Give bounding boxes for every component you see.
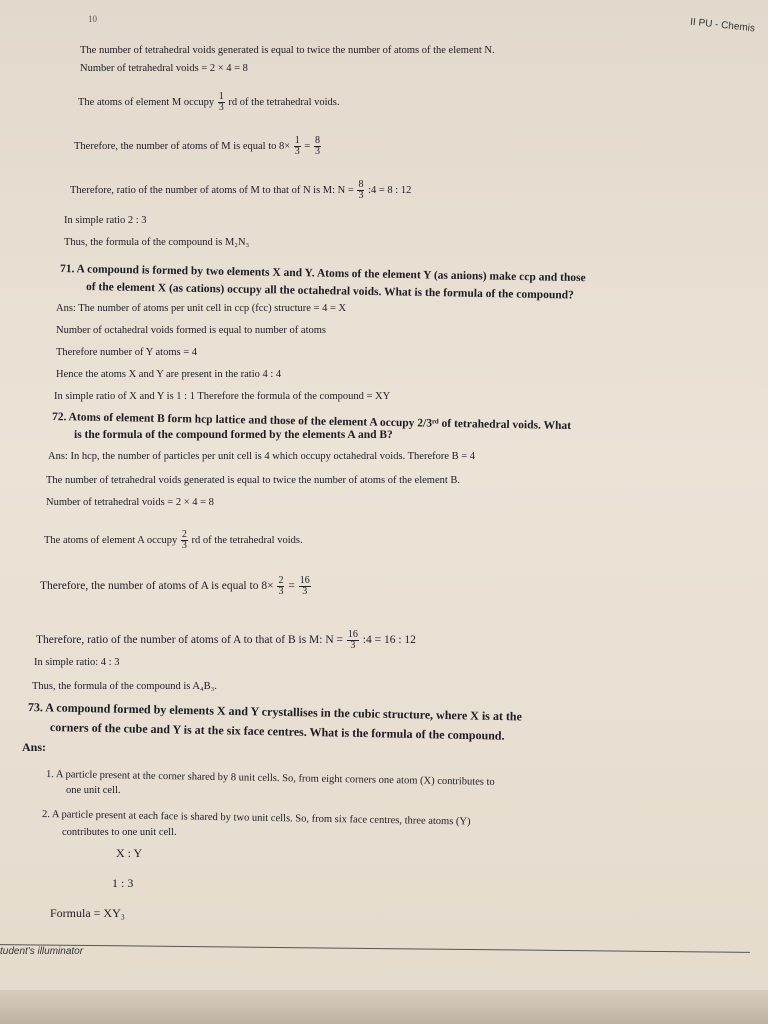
answer-line: Hence the atoms X and Y are present in the ratio 4 : 4: [56, 369, 282, 380]
answer-line: Thus, the formula of the compound is A₄B₃.: [32, 681, 217, 692]
text-line: Therefore, ratio of the number of atoms of M to that of N is M: N = $\frac{8}{3}$ :4 = 8 : 12: [70, 179, 412, 201]
page-edge-shadow: [0, 990, 768, 1024]
ratio-value: 1 : 3: [112, 876, 134, 890]
answer-line: Ans: The number of atoms per unit cell in ccp (fcc) structure = 4 = X: [56, 303, 347, 314]
fraction: $\frac{16}{3}$: [299, 575, 310, 597]
answer-line: Therefore, the number of atoms of A is equal to 8× $\frac{2}{3}$ = $\frac{16}{3}$: [40, 575, 310, 597]
list-item-cont: one unit cell.: [66, 785, 121, 796]
answer-line: In simple ratio: 4 : 3: [34, 657, 120, 668]
fraction: $\frac{2}{3}$: [278, 575, 284, 597]
ratio-header: X : Y: [116, 846, 143, 860]
list-item-cont: contributes to one unit cell.: [62, 827, 177, 838]
formula-result: Formula = XY₃: [50, 906, 125, 920]
text-line: The number of tetrahedral voids generated is equal to twice the number of atoms of the element N.: [80, 45, 495, 56]
fraction: $\frac{8}{3}$: [358, 179, 364, 201]
answer-line: Ans: In hcp, the number of particles per unit cell is 4 which occupy octahedral voids. Therefore B = 4: [48, 451, 476, 462]
page-number: 10: [88, 14, 97, 24]
question-72-cont: is the formula of the compound formed by the elements A and B?: [74, 429, 393, 441]
answer-line: Number of tetrahedral voids = 2 × 4 = 8: [46, 497, 214, 508]
text-line: The atoms of element M occupy $\frac{1}{3}$ rd of the tetrahedral voids.: [78, 91, 340, 113]
running-header: II PU - Chemis: [689, 16, 756, 35]
fraction: $\frac{1}{3}$: [294, 135, 300, 157]
answer-label: Ans:: [22, 740, 47, 754]
text-line: In simple ratio 2 : 3: [64, 215, 147, 226]
text-line: Number of tetrahedral voids = 2 × 4 = 8: [80, 63, 248, 74]
question-71-cont: of the element X (as cations) occupy all the octahedral voids. What is the formula of the compound?: [85, 281, 574, 302]
question-72: 72. Atoms of element B form hcp lattice and those of the element A occupy 2/3ʳᵈ of tetrahedral voids. What: [51, 411, 572, 433]
fraction: $\frac{1}{3}$: [218, 91, 224, 113]
question-73-cont: corners of the cube and Y is at the six face centres. What is the formula of the compound.: [49, 720, 505, 743]
question-73: 73. A compound formed by elements X and Y crystallises in the cubic structure, where X is at the: [27, 700, 523, 724]
fraction: $\frac{2}{3}$: [181, 529, 187, 551]
answer-line: In simple ratio of X and Y is 1 : 1 Therefore the formula of the compound = XY: [54, 391, 391, 402]
text-line: Thus, the formula of the compound is M₂N₃: [64, 237, 250, 248]
answer-line: The number of tetrahedral voids generated is equal to twice the number of atoms of the element B.: [46, 475, 461, 486]
list-item: 1. A particle present at the corner shared by 8 unit cells. So, from eight corners one atom (X) contributes to: [45, 769, 495, 788]
list-item: 2. A particle present at each face is shared by two unit cells. So, from six face centres, three atoms (Y): [41, 809, 471, 828]
question-71: 71. A compound is formed by two elements X and Y. Atoms of the element Y (as anions) make ccp and those: [59, 263, 586, 285]
footer-label: tudent's illuminator: [0, 946, 84, 957]
answer-line: The atoms of element A occupy $\frac{2}{3}$ rd of the tetrahedral voids.: [44, 529, 303, 551]
answer-line: Number of octahedral voids formed is equal to number of atoms: [56, 325, 327, 336]
fraction: $\frac{16}{3}$: [347, 629, 358, 651]
answer-line: Therefore, ratio of the number of atoms of A to that of B is M: N = $\frac{16}{3}$ :4 = 16 : 12: [36, 629, 416, 651]
answer-line: Therefore number of Y atoms = 4: [56, 347, 198, 358]
footer-rule: [0, 944, 750, 953]
fraction: $\frac{8}{3}$: [314, 135, 320, 157]
text-line: Therefore, the number of atoms of M is equal to 8× $\frac{1}{3}$ = $\frac{8}{3}$: [74, 135, 320, 157]
